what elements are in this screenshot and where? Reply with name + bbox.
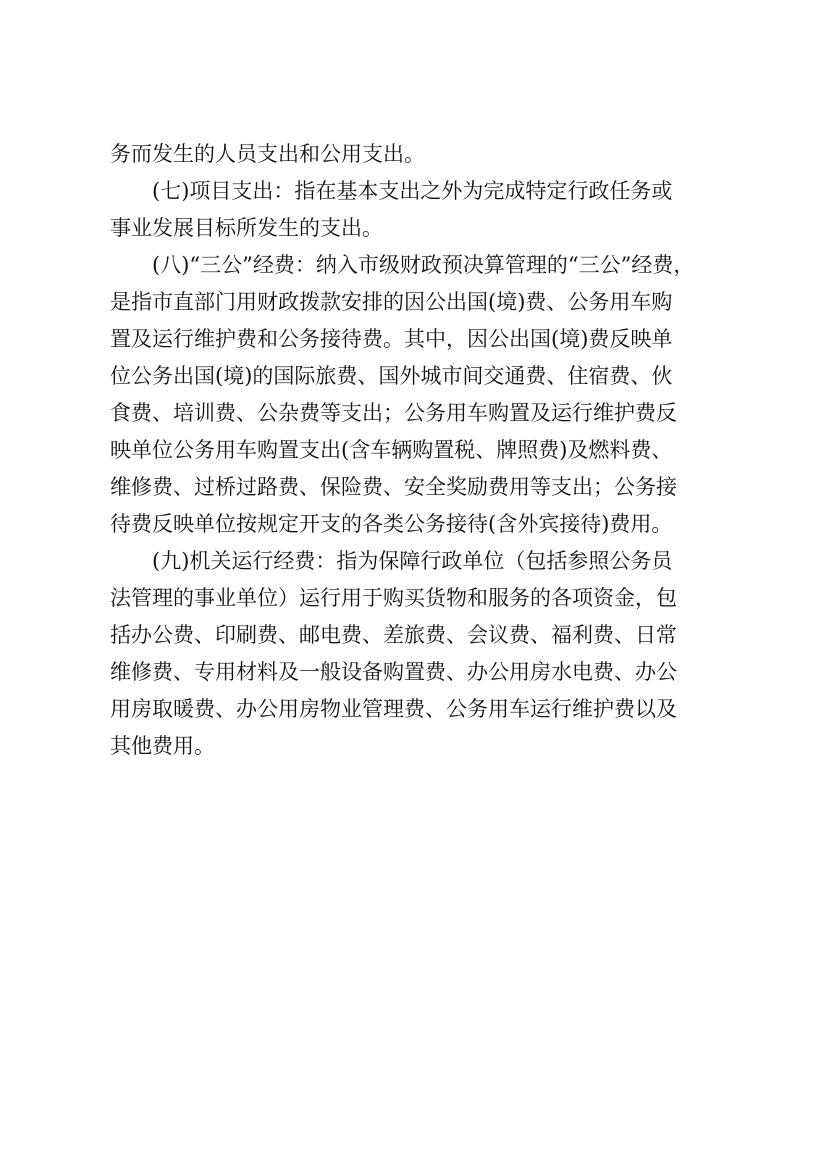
paragraph-8-line: 是指市直部门用财政拨款安排的因公出国(境)费、公务用车购 (110, 290, 673, 314)
paragraph-7-line: 事业发展目标所发生的支出。 (110, 216, 383, 240)
paragraph-7-line: (七)项目支出：指在基本支出之外为完成特定行政任务或 (152, 179, 673, 203)
paragraph-8-line: 待费反映单位按规定开支的各类公务接待(含外宾接待)费用。 (110, 512, 673, 536)
paragraph-9-line: 用房取暖费、办公用房物业管理费、公务用车运行维护费以及 (110, 697, 677, 721)
paragraph-9-line: 其他费用。 (110, 734, 215, 758)
paragraph-9-line: 法管理的事业单位）运行用于购买货物和服务的各项资金，包 (110, 586, 677, 610)
paragraph-8-line: 置及运行维护费和公务接待费。其中，因公出国(境)费反映单 (110, 327, 673, 351)
paragraph-8-line: 食费、培训费、公杂费等支出；公务用车购置及运行维护费反 (110, 401, 677, 425)
paragraph-8-line: 映单位公务用车购置支出(含车辆购置税、牌照费)及燃料费、 (110, 438, 673, 462)
paragraph-8-line: (八)“三公”经费：纳入市级财政预决算管理的“三公”经费， (152, 253, 695, 277)
paragraph-9-line: 维修费、专用材料及一般设备购置费、办公用房水电费、办公 (110, 660, 677, 684)
paragraph-8-line: 位公务出国(境)的国际旅费、国外城市间交通费、住宿费、伙 (110, 364, 673, 388)
paragraph-8-line: 维修费、过桥过路费、保险费、安全奖励费用等支出；公务接 (110, 475, 677, 499)
paragraph-9-line: (九)机关运行经费：指为保障行政单位（包括参照公务员 (152, 549, 673, 573)
paragraph-9-line: 括办公费、印刷费、邮电费、差旅费、会议费、福利费、日常 (110, 623, 677, 647)
text-line: 务而发生的人员支出和公用支出。 (110, 142, 425, 166)
